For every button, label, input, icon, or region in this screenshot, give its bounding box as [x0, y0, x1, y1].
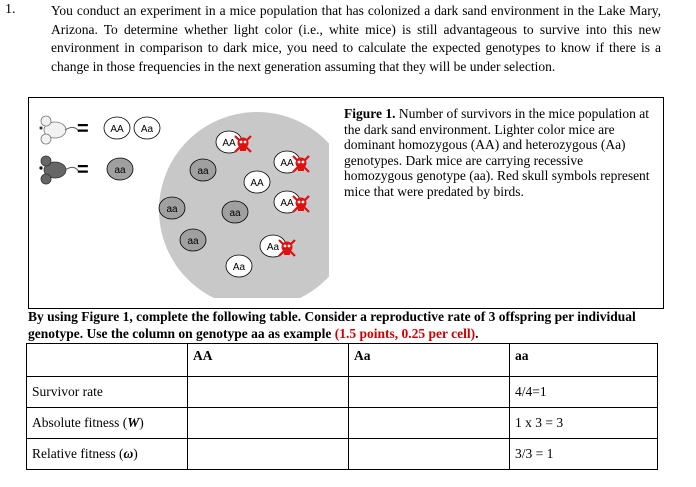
figure-caption [344, 106, 654, 200]
cell-absolute-AA[interactable] [188, 408, 349, 439]
cell-absolute-aa: 1 x 3 = 3 [510, 408, 658, 439]
header-aa: aa [510, 344, 658, 377]
svg-text:aa: aa [114, 165, 126, 176]
equals-sign-dark: = [77, 159, 89, 181]
row-label-relative-fitness: Relative fitness (ω) [27, 439, 188, 470]
cell-survivor-aa: 4/4=1 [510, 377, 658, 408]
svg-text:aa: aa [187, 236, 199, 247]
figure-illustration [29, 98, 329, 298]
instructions-end: . [475, 325, 479, 341]
svg-text:AA: AA [250, 178, 264, 189]
svg-text:aa: aa [166, 204, 178, 215]
legend-bubble-Aa [134, 117, 160, 139]
question-number: 1. [5, 2, 16, 17]
figure-caption-label: Figure 1. [344, 106, 396, 121]
cell-relative-aa: 3/3 = 1 [510, 439, 658, 470]
svg-text:Aa: Aa [266, 242, 280, 253]
svg-text:Aa: Aa [232, 262, 246, 273]
light-mouse-icon [40, 116, 79, 144]
cell-absolute-Aa[interactable] [349, 408, 510, 439]
svg-text:AA: AA [110, 124, 124, 135]
legend-bubble-AA [104, 117, 130, 139]
question-text: You conduct an experiment in a mice population that has colonized a dark sand environment in the Lake Mary, Arizona. To determine whether light color (i.e., white mice) is still advantageous to survive into this new environment in comparison to dark mice, you need to calculate the expected genotypes to know if there is a change in those frequencies in the next generation assuming that they will be under selection. [51, 3, 661, 74]
table-header-row [27, 344, 658, 377]
mouse-genotype-bubble [180, 229, 206, 251]
svg-text:AA: AA [280, 158, 294, 169]
cell-relative-AA[interactable] [188, 439, 349, 470]
mouse-genotype-bubble [222, 201, 248, 223]
header-Aa: Aa [349, 344, 510, 377]
header-AA: AA [188, 344, 349, 377]
svg-text:AA: AA [222, 138, 236, 149]
figure-box [28, 97, 664, 309]
figure-caption-text: Number of survivors in the mice population at the dark sand environment. Lighter color mice are dominant homozygous (AA) and heterozygous (Aa) genotypes. Dark mice are carrying recessive homozygous genotype (aa). Red skull symbols represent mice that were predated by birds. [344, 106, 650, 199]
svg-text:Aa: Aa [140, 124, 154, 135]
table-row [27, 408, 658, 439]
table-row [27, 439, 658, 470]
legend-bubble-aa [107, 158, 133, 180]
dark-mouse-icon [40, 156, 79, 184]
mouse-genotype-bubble [244, 171, 270, 193]
table-row [27, 377, 658, 408]
row-label-absolute-fitness: Absolute fitness (W) [27, 408, 188, 439]
equals-sign-light: = [77, 118, 89, 140]
svg-text:aa: aa [197, 166, 209, 177]
svg-text:AA: AA [280, 198, 294, 209]
mouse-genotype-bubble [190, 159, 216, 181]
cell-survivor-AA[interactable] [188, 377, 349, 408]
cell-relative-Aa[interactable] [349, 439, 510, 470]
table-instructions [28, 309, 668, 342]
fitness-table [26, 343, 658, 470]
cell-survivor-Aa[interactable] [349, 377, 510, 408]
instructions-points: (1.5 points, 0.25 per cell) [334, 325, 476, 341]
mouse-genotype-bubble [159, 197, 185, 219]
mouse-genotype-bubble [226, 255, 252, 277]
header-blank [27, 344, 188, 377]
svg-text:aa: aa [229, 208, 241, 219]
row-label-survivor-rate: Survivor rate [27, 377, 188, 408]
instructions-main: By using Figure 1, complete the following table. Consider a reproductive rate of 3 offspring per individual genotype. Use the column on genotype aa as example [28, 309, 636, 341]
